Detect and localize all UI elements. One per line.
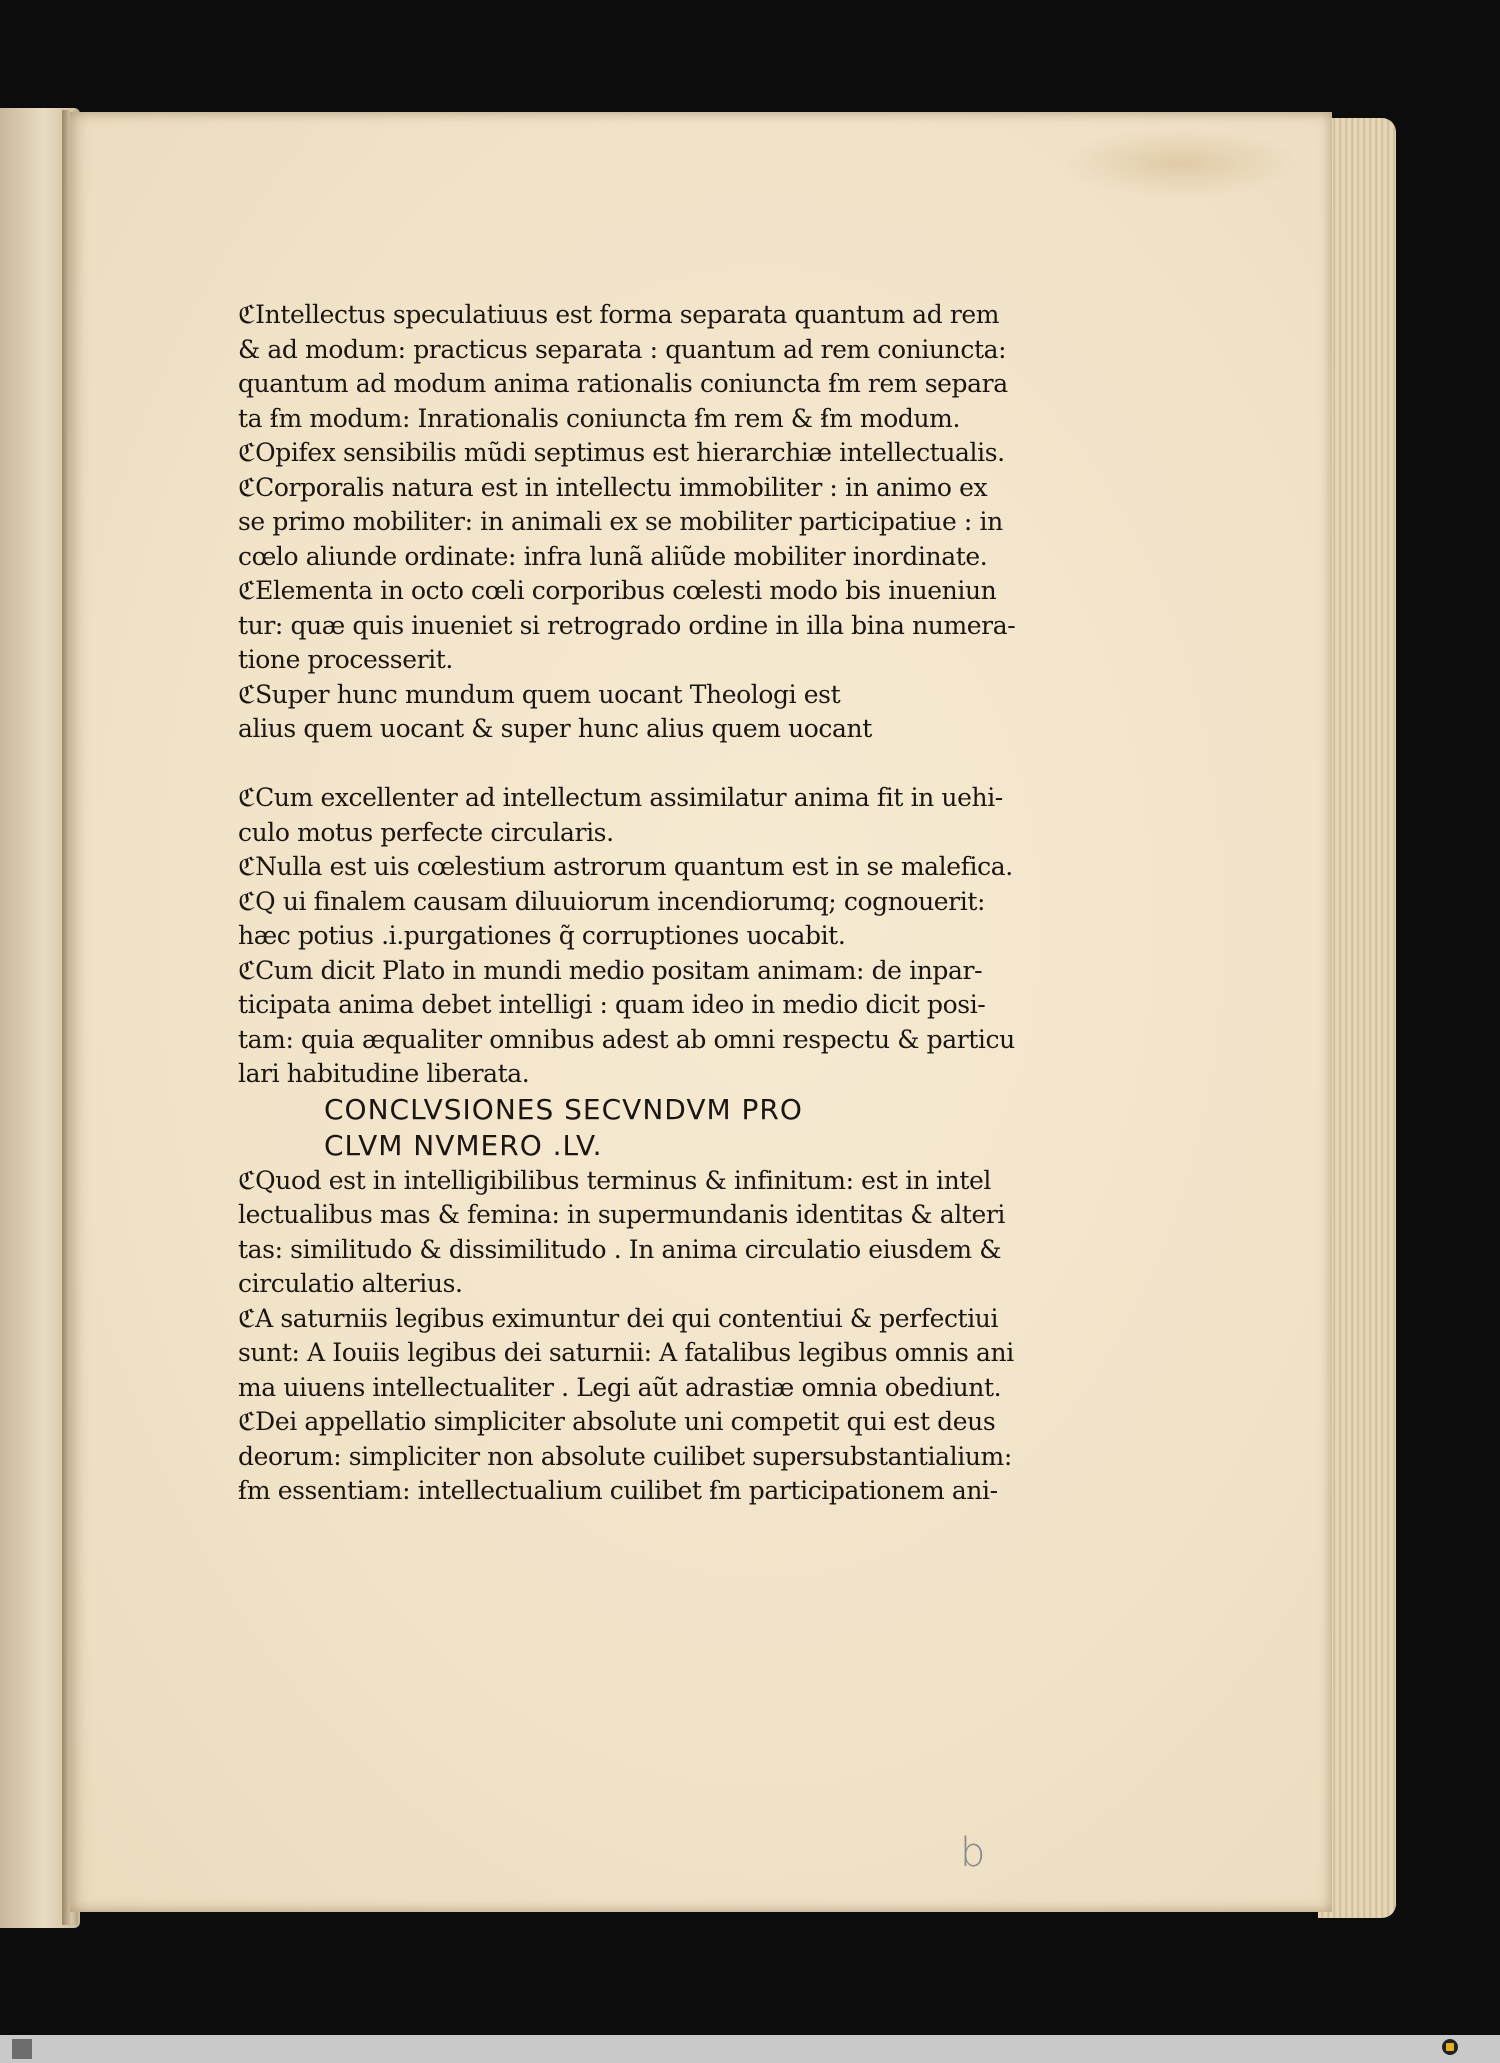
- text-line: ℭCum dicit Plato in mundi medio positam animam: de inpar-: [238, 955, 983, 985]
- text-line: ℭSuper hunc mundum quem uocant Theologi est: [238, 679, 841, 709]
- text-line: tas: similitudo & dissimilitudo . In anima circulatio eiusdem &: [238, 1234, 1002, 1264]
- page-text: [238, 298, 1016, 1509]
- text-line: se primo mobiliter: in animali ex se mobiliter participatiue : in: [238, 507, 1003, 536]
- text-line: ℭCorporalis natura est in intellectu immobiliter : in animo ex: [238, 472, 988, 502]
- text-line: tione processerit.: [238, 645, 453, 674]
- library-logo-icon: [12, 2039, 32, 2059]
- text-line: ma uiuens intellectualiter . Legi aũt adrastiæ omnia obediunt.: [238, 1372, 1002, 1402]
- text-line: & ad modum: practicus separata : quantum ad rem coniuncta:: [238, 334, 1007, 364]
- text-line: ℭQuod est in intelligibilibus terminus & infinitum: est in intel: [238, 1165, 991, 1195]
- text-line: tur: quæ quis inueniet si retrogrado ordine in illa bina numera-: [238, 610, 1016, 640]
- text-line: ticipata anima debet intelligi : quam ideo in medio dicit posi-: [238, 990, 986, 1019]
- text-line: alius quem uocant & super hunc alius quem uocant: [238, 714, 872, 743]
- text-line: ℭDei appellatio simpliciter absolute uni competit qui est deus: [238, 1407, 996, 1436]
- text-line: sunt: A Iouiis legibus dei saturnii: A fatalibus legibus omnis ani: [238, 1338, 1014, 1367]
- text-line: circulatio alterius.: [238, 1269, 463, 1298]
- blank-line: [238, 747, 1008, 782]
- text-line: tam: quia æqualiter omnibus adest ab omni respectu & particu: [238, 1024, 1015, 1054]
- text-line: ℭIntellectus speculatiuus est forma separata quantum ad rem: [238, 300, 1000, 329]
- seal-emblem-icon: [1446, 2043, 1454, 2051]
- text-line: culo motus perfecte circularis.: [238, 817, 614, 847]
- page-stain: [1060, 128, 1300, 198]
- viewer-footer: [0, 2035, 1500, 2063]
- text-line: deorum: simpliciter non absolute cuilibet supersubstantialium:: [238, 1441, 1012, 1471]
- text-line: ℭCum excellenter ad intellectum assimilatur anima fit in uehi-: [238, 783, 1003, 812]
- text-line: lectualibus mas & femina: in supermundanis identitas & alteri: [238, 1200, 1005, 1229]
- text-line: ℭOpifex sensibilis mũdi septimus est hierarchiæ intellectualis.: [238, 438, 1005, 467]
- text-line: ẜm essentiam: intellectualium cuilibet ẜm participationem ani-: [238, 1476, 998, 1505]
- text-line: ℭNulla est uis cœlestium astrorum quantum est in se malefica.: [238, 852, 1013, 881]
- text-line: cœlo aliunde ordinate: infra lunã aliũde mobiliter inordinate.: [238, 541, 988, 571]
- text-line: ℭA saturniis legibus eximuntur dei qui contentiui & perfectiui: [238, 1303, 999, 1333]
- section-heading: CLVM NVMERO .LV.: [324, 1128, 603, 1162]
- section-heading: CONCLVSIONES SECVNDVM PRO: [324, 1092, 803, 1126]
- text-line: ℭElementa in octo cœli corporibus cœlesti modo bis inueniun: [238, 576, 997, 605]
- text-line: lari habitudine liberata.: [238, 1059, 530, 1088]
- text-line: ta ẜm modum: Inrationalis coniuncta ẜm rem & ẜm modum.: [238, 403, 961, 433]
- text-line: quantum ad modum anima rationalis coniuncta ẜm rem separa: [238, 369, 1008, 398]
- text-line: ℭQ ui finalem causam diluuiorum incendiorumq; cognouerit:: [238, 886, 986, 916]
- text-line: hæc potius .i.purgationes q̃ corruptiones uocabit.: [238, 921, 846, 950]
- pencil-mark: b: [960, 1830, 986, 1876]
